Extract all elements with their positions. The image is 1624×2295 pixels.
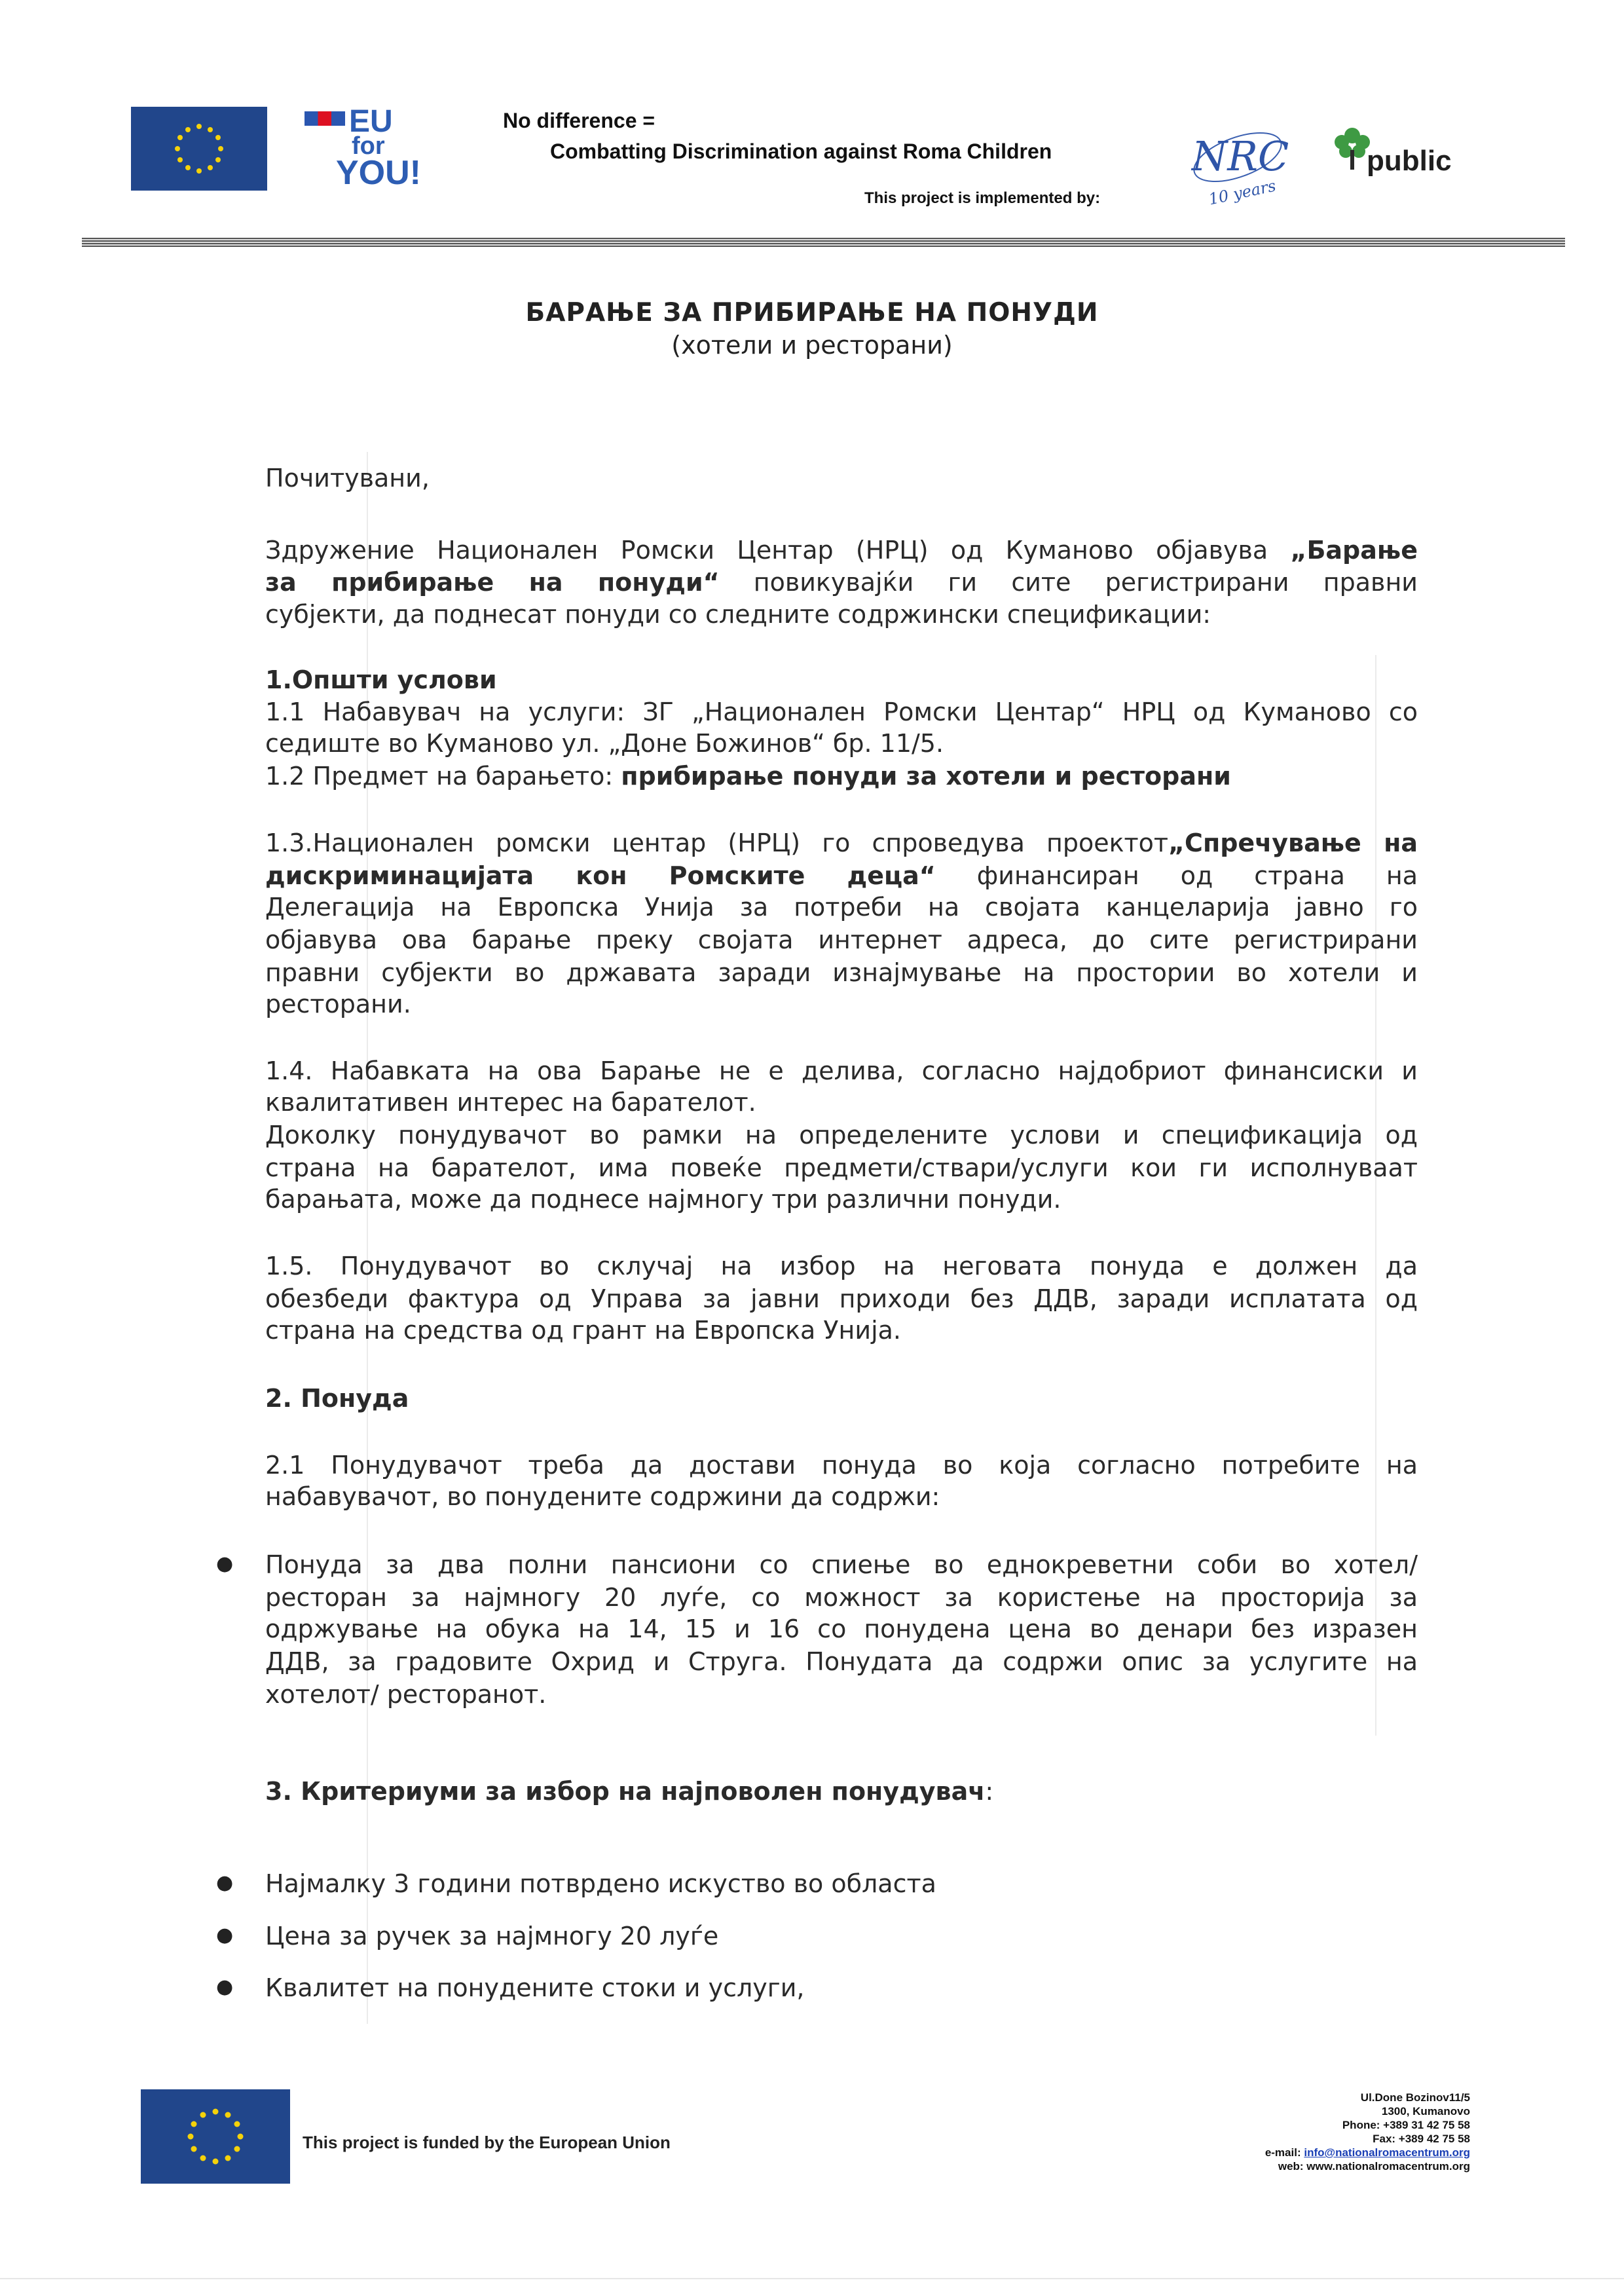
s1-p3-line-3: Делегација на Европска Унија за потреби на својата канцеларија јавно го (265, 893, 1418, 922)
eu-logo-word-2: for (352, 132, 385, 160)
implemented-by-label: This project is implemented by: (864, 189, 1101, 207)
s2-bullet-line-2: ресторан за најмногу 20 луѓе, со можност за користење на просторија за (265, 1583, 1418, 1612)
intro-line-1: Здружение Национален Ромски Центар (НРЦ) од Куманово објавува „Барање (265, 536, 1418, 565)
intro-line-3: субјекти, да поднесат понуди со следните содржински спецификации: (265, 600, 1211, 629)
section-3-heading: 3. Критериуми за избор на најповолен понудувач: (265, 1777, 994, 1806)
criteria-item: Цена за ручек за најмногу 20 луѓе (265, 1922, 719, 1950)
s1-p5-line-3: страна на средства од грант на Европска Унија. (265, 1316, 902, 1345)
intro-line-2: за прибирање на понуди“ повикувајќи ги сите регистрирани правни (265, 568, 1418, 597)
nrc-logo (1172, 118, 1303, 216)
s1-p4-line-5: барањата, може да поднесе најмногу три различни понуди. (265, 1185, 1061, 1214)
s2-bullet-line-3: одржување на обука на 14, 15 и 16 со понудена цена во денари без изразен (265, 1614, 1418, 1643)
criteria-item: Најмалку 3 години потврдено искуство во областа (265, 1869, 936, 1898)
s1-p4-line-2: квалитативен интерес на барателот. (265, 1088, 756, 1117)
bullet-icon: ● (216, 1924, 234, 1947)
contact-address (1265, 2091, 1470, 2173)
public-logo-text: public (1367, 145, 1452, 177)
s2-bullet-line-4: ДДВ, за градовите Охрид и Струга. Понудата да содржи опис за услугите на (265, 1647, 1418, 1676)
footer-eu-flag-logo (141, 2089, 290, 2184)
project-title-line2: Combatting Discrimination against Roma Children (550, 140, 1052, 163)
address-street: Ul.Done Bozinov11/5 (1360, 2091, 1470, 2104)
s1-p3-line-1: 1.3.Национален ромски центар (НРЦ) го спроведува проектот„Спречување на (265, 829, 1418, 857)
s1-p1-line-1: 1.1 Набавувач на услуги: ЗГ „Национален Ромски Центар“ НРЦ од Куманово со (265, 698, 1418, 726)
eu-stars-icon (141, 2089, 290, 2184)
document-subtitle: (хотели и ресторани) (671, 331, 953, 360)
bullet-icon: ● (216, 1871, 234, 1894)
s1-p3-line-6: ресторани. (265, 990, 411, 1018)
section-2-heading: 2. Понуда (265, 1384, 409, 1413)
s1-p3-line-2: дискриминацијата кон Ромските деца“ финансиран од страна на (265, 861, 1418, 890)
web-text[interactable]: web: www.nationalromacentrum.org (1278, 2160, 1470, 2173)
public-logo (1326, 121, 1457, 193)
salutation: Почитувани, (265, 464, 430, 493)
s1-p4-line-3: Доколку понудувачот во рамки на определените услови и спецификација од (265, 1121, 1418, 1149)
s1-p5-line-2: обезбеди фактура од Управа за јавни приходи без ДДВ, заради исплатата од (265, 1284, 1418, 1313)
s1-p5-line-1: 1.5. Понудувачот во склучај на избор на неговата понуда е должен да (265, 1252, 1418, 1280)
s1-p3-line-5: правни субјекти во државата заради изнајмување на простории во хотели и (265, 958, 1418, 987)
s1-p2-line: 1.2 Предмет на барањето: прибирање понуди за хотели и ресторани (265, 762, 1231, 791)
s1-p3-line-4: објавува ова барање преку својата интернет адреса, до сите регистрирани (265, 925, 1418, 954)
eu-logo-word-3: YOU! (336, 154, 421, 192)
funded-by-eu-label: This project is funded by the European Union (303, 2133, 671, 2152)
address-city: 1300, Kumanovo (1381, 2105, 1470, 2118)
s2-bullet-line-1: Понуда за два полни пансиони со спиење во еднокреветни соби во хотел/ (265, 1550, 1418, 1579)
s1-p4-line-4: страна на барателот, има повеќе предмети/ствари/услуги кои ги исполнуваат (265, 1153, 1418, 1182)
s1-p1-line-2: седиште во Куманово ул. „Доне Божинов“ бр. 11/5. (265, 729, 944, 758)
fax-text: Fax: +389 42 75 58 (1373, 2133, 1470, 2145)
s2-p1-line-1: 2.1 Понудувачот треба да достави понуда во која согласно потребите на (265, 1451, 1418, 1480)
bullet-icon: ● (216, 1552, 234, 1575)
email-row: e-mail: info@nationalromacentrum.org (1264, 2146, 1470, 2159)
eu-flag-logo (131, 107, 267, 191)
nrc-years-text: 10 years (1207, 176, 1278, 209)
nrc-logo-text: NRC (1192, 132, 1289, 180)
footer-scan-edge (0, 2278, 1624, 2279)
s2-p1-line-2: набавувачот, во понудените содржини да содржи: (265, 1482, 940, 1511)
s2-bullet-line-5: хотелот/ ресторанот. (265, 1680, 547, 1709)
section-1-heading: 1.Општи услови (265, 665, 497, 694)
eu-for-you-logo (304, 105, 449, 193)
phone-text: Phone: +389 31 42 75 58 (1342, 2119, 1470, 2131)
project-title-line1: No difference = (503, 109, 655, 132)
flag-strip-icon (304, 111, 345, 126)
s1-p4-line-1: 1.4. Набавката на ова Барање не е делива, согласно најдобриот финансиски и (265, 1056, 1418, 1085)
eu-logo-word-1: EU (349, 104, 393, 139)
criteria-item: Квалитет на понудените стоки и услуги, (265, 1973, 805, 2002)
header-divider (82, 238, 1565, 247)
document-title: БАРАЊЕ ЗА ПРИБИРАЊЕ НА ПОНУДИ (525, 298, 1099, 327)
bullet-icon: ● (216, 1975, 234, 1998)
eu-stars-icon (131, 107, 267, 191)
email-link[interactable]: info@nationalromacentrum.org (1304, 2146, 1470, 2159)
